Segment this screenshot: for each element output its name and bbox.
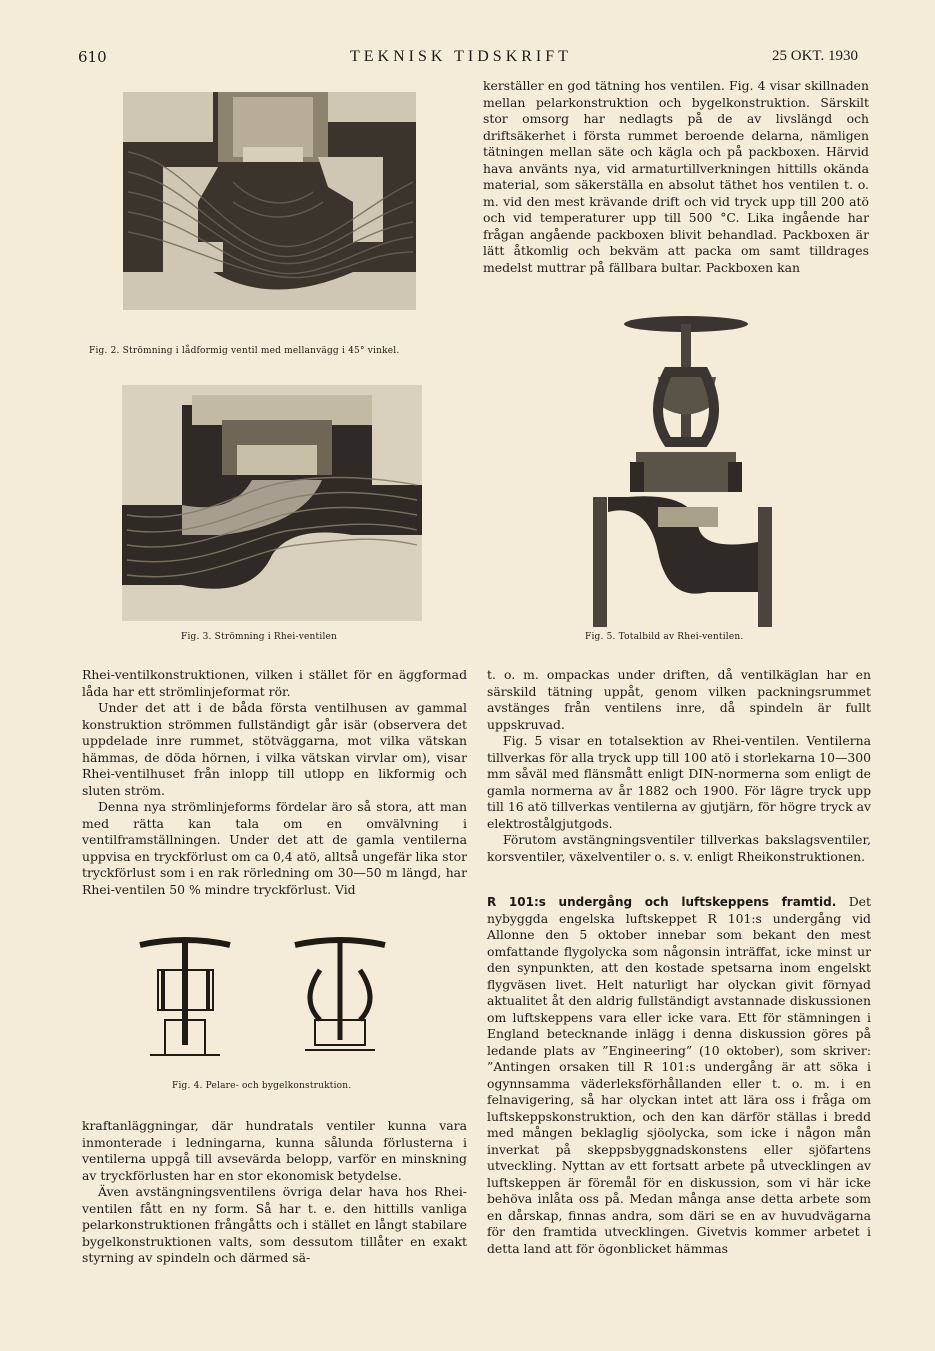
paragraph: Rhei-ventilkonstruktionen, vilken i stället för en äggformad låda har ett strömlinjeformat rör. <box>82 667 467 699</box>
paragraph: Även avstängningsventilens övriga delar hava hos Rhei-ventilen fått en ny form. Så har t. e. den hittills vanliga pelarkonstruktionen frångåtts och i stället en långt stabilare bygelkonstruktionen valts, som dessutom tillåter en exakt styrning av spindeln och därmed sä- <box>82 1184 467 1265</box>
right-column-text <box>487 667 871 865</box>
journal-title: TEKNISK TIDSKRIFT <box>350 48 572 65</box>
article-body: Det nybyggda engelska luftskeppet R 101:s undergång vid Allonne den 5 oktober innebar som bekant den mest omfattande flygolycka som någonsin inträffat, icke minst ur den synpunkten, att den kostade spetsarna inom engelskt flygväsen livet. Helt naturligt har olyckan givit förnyad aktualitet åt den aldrig fullständigt avstannade diskussionen om luftskeppens vara eller icke vara. Ett för stämningen i England betecknande inlägg i denna diskussion göres på ledande plats av ”Engineering” (10 oktober), som skriver: ”Antingen orsaken till R 101:s undergång är att söka i ogynnsamma väderleksförhållanden eller t. o. m. i en felnavigering, så har olyckan intet att lära oss i fråga om luftskeppskonstruktion, och den kan därför ställas i bredd med mången beklaglig sjöolycka, som icke i någon mån inverkat på skeppsbyggnadskonstens eller sjöfartens utveckling. Nyttan av ett fortsatt arbete på utvecklingen av luftskeppen är föremål för en diskussion, som vi här icke behöva inlåta oss på. Medan många anse detta arbete som en dårskap, finnas andra, som däri se en av huvudvägarna för den framtida utvecklingen. Givetvis kommer arbetet i detta land att för ögonblicket hämmas <box>487 894 871 1256</box>
left-column-text <box>82 667 467 898</box>
paragraph: Denna nya strömlinjeforms fördelar äro så stora, att man med rätta kan tala om en omvälvning i ventilframställningen. Under det att de gamla ventilerna uppvisa en tryckförlust om ca 0,4 atö, alltså ungefär lika stor tryckförlust som i en rak rörledning om 30—50 m längd, har Rhei-ventilen 50 % mindre tryckförlust. Vid <box>82 799 467 897</box>
fig2-caption: Fig. 2. Strömning i lådformig ventil med mellanvägg i 45° vinkel. <box>89 346 400 356</box>
fig4-image <box>130 930 400 1070</box>
continued-paragraph: kerställer en god tätning hos ventilen. Fig. 4 visar skillnaden mellan pelarkonstruktion och bygelkonstruktion. Särskilt stor omsorg har nedlagts på de av livslängd och driftsäkerhet i första rummet beroende delarna, nämligen tätningen mellan säte och kägla och på packboxen. Härvid hava använts nya, vid armaturtillverkningen hittills okända material, som säkerställa en absolut täthet hos ventilen t. o. m. vid den mest krävande drift och vid tryck upp till 200 atö och vid temperaturer upp till 500 °C. Lika ingående har frågan angående packboxen blivit behandlad. Packboxen är lätt åtkomlig och bekväm att packa om samt tilldrages medelst muttrar på fällbara bultar. Packboxen kan <box>483 78 869 275</box>
paragraph: t. o. m. ompackas under driften, då ventilkäglan har en särskild tätning uppåt, genom vilken packningsrummet avstänges från ventilens inre, då spindeln är fullt uppskruvad. <box>487 667 871 732</box>
pillar-construction-drawing <box>140 938 230 1055</box>
paragraph: Fig. 5 visar en totalsektion av Rhei-ventilen. Ventilerna tillverkas för alla tryck upp till 100 atö i storlekarna 10—300 mm såväl med flänsmått enligt DIN-normerna som enligt de gamla normerna av år 1882 och 1900. För lägre tryck upp till 16 atö tillverkas ventilerna av gjutjärn, för högre tryck av elektrostålgjutgods. <box>487 733 871 831</box>
right-top-text-block <box>483 78 869 276</box>
article-r101 <box>487 894 871 1257</box>
fig2-photo <box>123 92 416 310</box>
issue-date: 25 OKT. 1930 <box>772 48 858 64</box>
fig3-flow-image <box>122 385 422 621</box>
fig2-flow-image <box>123 92 416 310</box>
left-column-text-lower <box>82 1118 467 1267</box>
bracket-construction-drawing <box>295 938 385 1050</box>
fig3-photo <box>122 385 422 621</box>
fig5-valve-drawing <box>588 312 778 628</box>
fig4-caption: Fig. 4. Pelare- och bygelkonstruktion. <box>172 1081 352 1091</box>
paragraph: kraftanläggningar, där hundratals ventiler kunna vara inmonterade i ledningarna, kunna sålunda förlusterna i ventilerna uppgå till avsevärda belopp, varför en minskning av tryckförlusten har en stor ekonomisk betydelse. <box>82 1118 467 1183</box>
article-paragraph <box>487 894 871 1257</box>
paragraph: Förutom avstängningsventiler tillverkas bakslagsventiler, korsventiler, växelventiler o. s. v. enligt Rheikonstruktionen. <box>487 832 871 864</box>
page-number: 610 <box>78 48 107 66</box>
paragraph: Under det att i de båda första ventilhusen av gammal konstruktion strömmen fullständigt går isär (observera det uppdelade inre rummet, stötväggarna, mot vilka vätskan hämmas, de döda hörnen, i vilka vätskan virvlar om), visar Rhei-ventilhuset från inlopp till utlopp en likformig och sluten ström. <box>82 700 467 798</box>
fig5-caption: Fig. 5. Totalbild av Rhei-ventilen. <box>585 632 744 642</box>
fig5-valve-image <box>588 312 778 628</box>
fig4-drawings <box>130 930 400 1070</box>
fig3-caption: Fig. 3. Strömning i Rhei-ventilen <box>181 632 338 642</box>
article-heading: R 101:s undergång och luftskeppens framtid. <box>487 895 837 909</box>
